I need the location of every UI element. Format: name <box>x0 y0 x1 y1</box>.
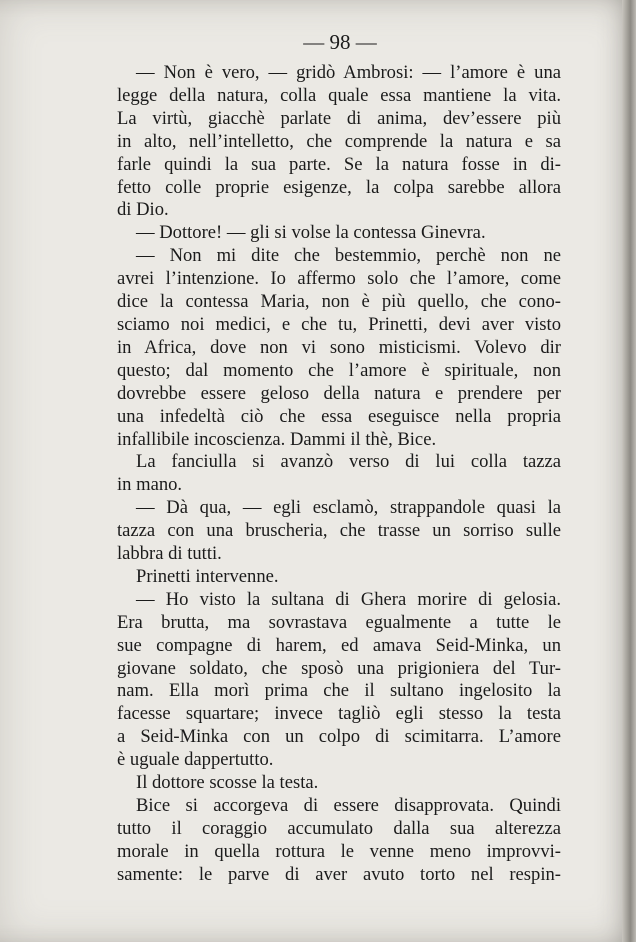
text-line: Prinetti intervenne. <box>136 565 279 587</box>
text-line: nam. Ella morì prima che il sultano ingelosito la <box>117 680 561 702</box>
text-line: Il dottore scosse la testa. <box>136 772 319 794</box>
text-line: sue compagne di harem, ed amava Seid-Minka, un <box>117 634 561 656</box>
page-number: — 98 — <box>303 30 377 54</box>
text-line: tazza con una bruscheria, che trasse un sorriso sulle <box>117 520 561 542</box>
text-line: tutto il coraggio accumulato dalla sua alterezza <box>117 817 561 839</box>
text-line: La fanciulla si avanzò verso di lui colla tazza <box>136 451 561 473</box>
text-line: di Dio. <box>117 199 169 221</box>
text-line: facesse squartare; invece tagliò egli stesso la testa <box>117 703 561 725</box>
text-line: fetto colle proprie esigenze, la colpa sarebbe allora <box>117 176 561 198</box>
text-line: Era brutta, ma sovrastava egualmente a tutte le <box>117 611 561 633</box>
text-line: in alto, nell’intelletto, che comprende la natura e sa <box>117 130 561 152</box>
page-gutter-shadow <box>622 0 636 942</box>
text-line: samente: le parve di aver avuto torto nel respin- <box>117 863 561 885</box>
text-line: labbra di tutti. <box>117 543 222 565</box>
text-line: questo; dal momento che l’amore è spirituale, non <box>117 359 561 381</box>
text-line: avrei l’intenzione. Io affermo solo che l’amore, come <box>117 268 561 290</box>
text-line: sciamo noi medici, e che tu, Prinetti, devi aver visto <box>117 313 561 335</box>
text-line: in mano. <box>117 474 183 496</box>
text-line: — Non mi dite che bestemmio, perchè non ne <box>136 245 561 267</box>
text-line: — Dottore! — gli si volse la contessa Ginevra. <box>136 222 486 244</box>
text-line: dice la contessa Maria, non è più quello, che cono- <box>117 291 561 313</box>
text-line: morale in quella rottura le venne meno improvvi- <box>117 840 561 862</box>
text-line: farle quindi la sua parte. Se la natura fosse in di- <box>117 153 561 175</box>
body-text <box>117 62 561 887</box>
text-line: Bice si accorgeva di essere disapprovata. Quindi <box>136 795 561 816</box>
text-line: dovrebbe essere geloso della natura e prendere per <box>117 382 561 404</box>
text-line: — Ho visto la sultana di Ghera morire di gelosia. <box>136 588 561 610</box>
text-line: in Africa, dove non vi sono misticismi. Volevo dir <box>117 336 561 358</box>
text-line: giovane soldato, che sposò una prigioniera del Tur- <box>117 657 561 679</box>
text-line: una infedeltà ciò che essa eseguisce nella propria <box>117 405 561 427</box>
text-line: infallibile incoscienza. Dammi il thè, Bice. <box>117 428 437 450</box>
text-line: — Non è vero, — gridò Ambrosi: — l’amore è una <box>136 62 561 83</box>
text-line: — Dà qua, — egli esclamò, strappandole quasi la <box>136 497 561 519</box>
text-line: è uguale dappertutto. <box>117 749 274 771</box>
text-line: legge della natura, colla quale essa mantiene la vita. <box>117 84 561 106</box>
text-line: a Seid-Minka con un colpo di scimitarra. L’amore <box>117 726 561 748</box>
text-line: La virtù, giacchè parlate di anima, dev’essere più <box>117 107 561 129</box>
